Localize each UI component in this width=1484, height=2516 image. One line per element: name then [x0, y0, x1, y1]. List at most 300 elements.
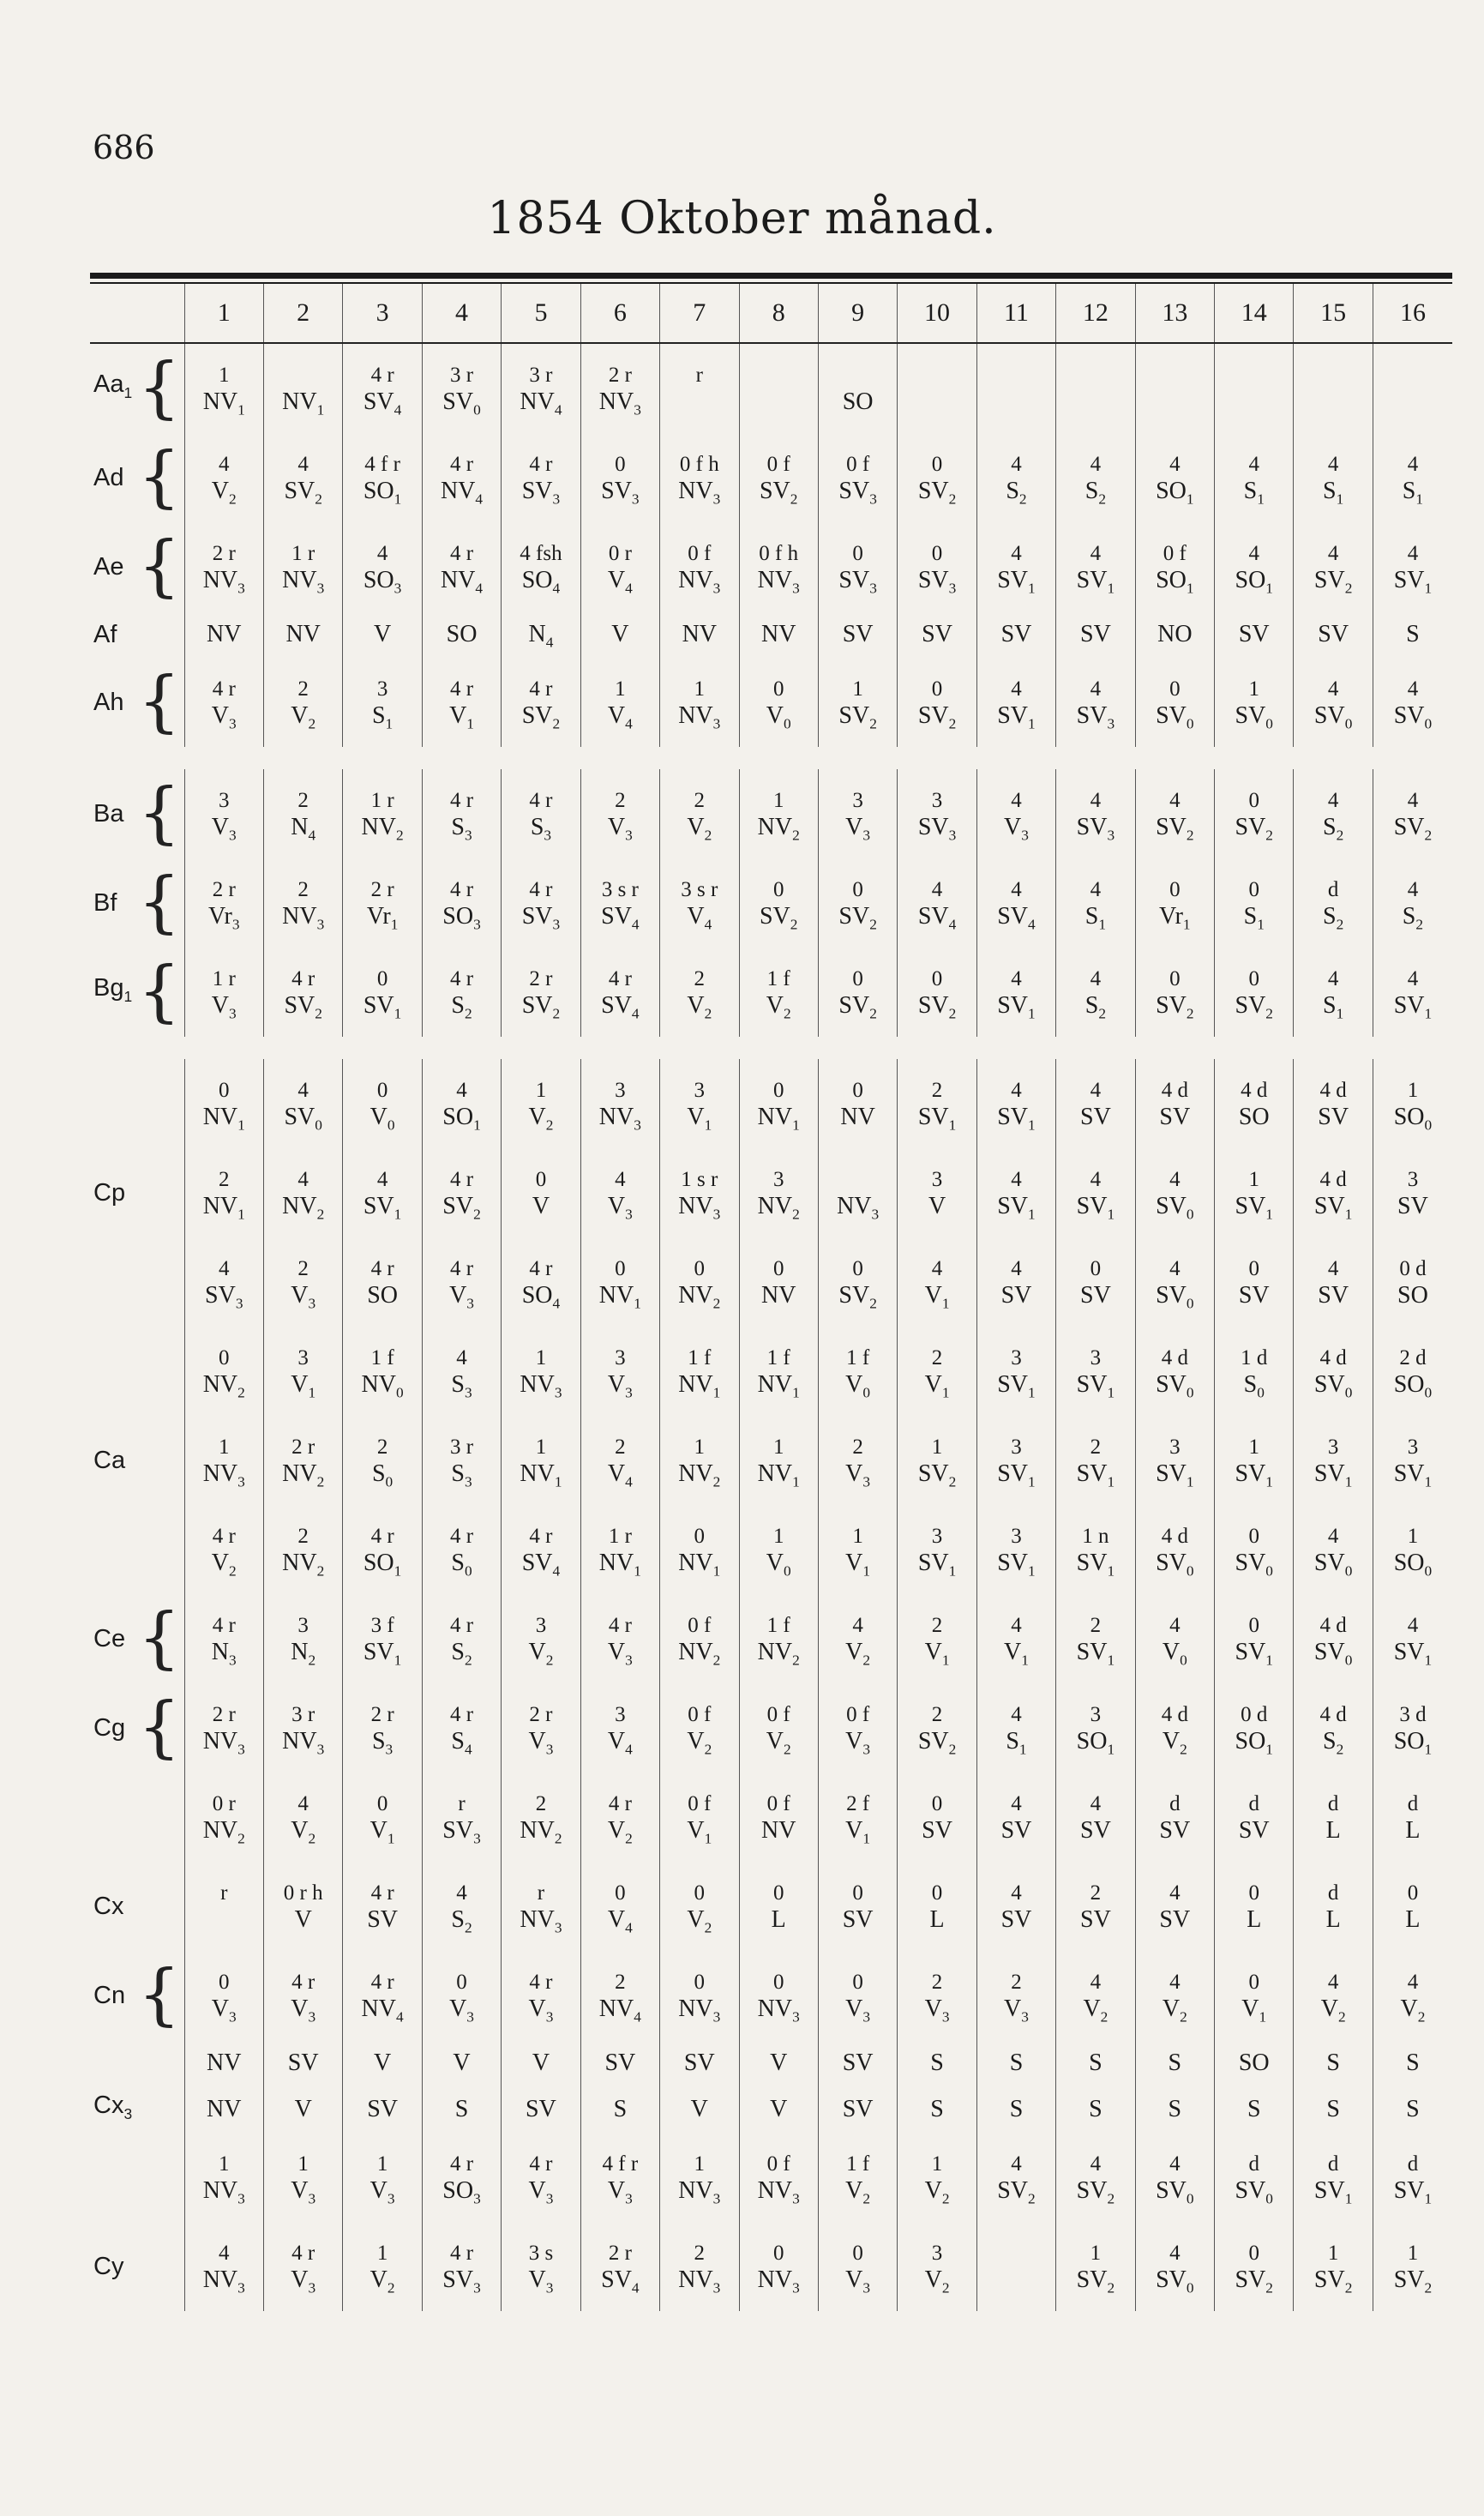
obs-cell: [818, 1951, 897, 2040]
wind-direction: $SV_4$: [601, 902, 640, 933]
day-header-3: 3: [343, 284, 422, 343]
cloud-cover: 4 r: [449, 677, 474, 701]
cloud-cover: 4: [1090, 966, 1102, 990]
station-row: [90, 1951, 1452, 2040]
cloud-cover: 4 r: [608, 1613, 632, 1637]
wind-direction: $NV_2$: [361, 813, 404, 844]
cloud-cover: 3 d: [1399, 1702, 1427, 1726]
obs-cell: [422, 858, 501, 948]
obs-cell: [1294, 2133, 1373, 2222]
cloud-cover: 4: [1169, 1613, 1181, 1637]
wind-direction: V: [532, 2050, 550, 2076]
obs-cell: [502, 1237, 580, 1327]
station-row: [90, 1773, 1452, 1862]
obs-cell: [502, 2040, 580, 2086]
obs-cell: [818, 2133, 897, 2222]
wind-direction: $S_2$: [1084, 991, 1107, 1022]
obs-cell: [422, 343, 501, 433]
cloud-cover: 4: [1090, 1791, 1102, 1815]
cloud-cover: 4: [1011, 452, 1022, 476]
observation-table-wrapper: [90, 273, 1452, 2311]
obs-cell: [1294, 1237, 1373, 1327]
wind-direction: $SV_0$: [1156, 1281, 1194, 1312]
cloud-cover: 1: [1407, 1078, 1419, 1102]
cloud-cover: 0 f: [766, 452, 790, 476]
wind-direction: SV: [842, 2050, 874, 2076]
wind-direction: $V_2$: [845, 2176, 871, 2207]
wind-direction: $SV_0$: [1156, 2266, 1194, 2296]
wind-direction: V: [373, 2050, 392, 2076]
wind-direction: $SV_0$: [1156, 1549, 1194, 1580]
wind-direction: $SV_1$: [363, 1638, 402, 1669]
wind-direction: $SV_1$: [917, 1103, 957, 1134]
obs-cell: [660, 1416, 739, 1505]
obs-cell: [1056, 2222, 1135, 2311]
wind-direction: V: [611, 621, 629, 647]
cloud-cover: 4: [1011, 966, 1022, 990]
cloud-cover: 2: [1090, 1881, 1102, 1905]
cloud-cover: 0: [931, 1881, 943, 1905]
obs-cell: [739, 1862, 818, 1951]
wind-direction: $SO_1$: [1235, 1727, 1273, 1758]
obs-cell: [660, 1773, 739, 1862]
cloud-cover: 1: [1407, 2241, 1419, 2265]
wind-direction: $SO_3$: [442, 2176, 481, 2207]
wind-direction: $SV_2$: [284, 991, 322, 1022]
wind-direction: $S_2$: [1323, 902, 1344, 933]
wind-direction: $SV_0$: [284, 1103, 322, 1134]
cloud-cover: 1: [376, 2152, 388, 2176]
station-label: [90, 343, 184, 433]
obs-cell: [343, 1594, 422, 1683]
obs-cell: [1373, 948, 1452, 1037]
day-header-2: 2: [263, 284, 342, 343]
wind-direction: $SV_1$: [1393, 1460, 1433, 1490]
cloud-cover: 4: [852, 1613, 863, 1637]
wind-direction: $SV_1$: [1235, 1192, 1273, 1223]
obs-cell: [502, 948, 580, 1037]
cloud-cover: 4 r: [529, 452, 553, 476]
cloud-cover: 0: [931, 1791, 943, 1815]
cloud-cover: 3: [297, 1613, 309, 1637]
obs-cell: [976, 1059, 1055, 1148]
cloud-cover: 0: [694, 1524, 706, 1548]
wind-direction: L: [1247, 1905, 1262, 1933]
obs-cell: [580, 1505, 659, 1594]
wind-direction: $NV_1$: [282, 388, 325, 418]
cloud-cover: 4 r: [449, 1524, 474, 1548]
cloud-cover: 4 d: [1161, 1702, 1188, 1726]
wind-direction: $NV_2$: [678, 1281, 721, 1312]
obs-cell: [1373, 2133, 1452, 2222]
cloud-cover: 2: [931, 1078, 943, 1102]
cloud-cover: 4 d: [1161, 1078, 1188, 1102]
wind-direction: $NV_3$: [678, 1995, 721, 2025]
station-code: Ad: [93, 463, 124, 491]
cloud-cover: [819, 1165, 897, 1192]
station-label: [90, 522, 184, 611]
wind-direction: $SV_1$: [1393, 1638, 1433, 1669]
obs-cell: [1056, 2086, 1135, 2133]
wind-direction: $SV_1$: [1076, 566, 1115, 597]
wind-direction: $V_3$: [291, 2266, 316, 2296]
obs-cell: [1215, 2086, 1294, 2133]
wind-direction: NV: [840, 1103, 875, 1130]
wind-direction: $SV_3$: [838, 566, 877, 597]
cloud-cover: 3: [615, 1078, 626, 1102]
obs-cell: [343, 1327, 422, 1416]
cloud-cover: 0 f: [688, 1702, 712, 1726]
obs-cell: [1373, 1862, 1452, 1951]
obs-cell: [343, 1416, 422, 1505]
obs-cell: [1056, 1683, 1135, 1773]
wind-direction: $NV_4$: [598, 1995, 641, 2025]
wind-direction: $SO_1$: [442, 1103, 481, 1134]
station-label: [90, 1327, 184, 1416]
wind-direction: SO: [367, 1281, 398, 1309]
wind-direction: $SV_2$: [997, 2176, 1036, 2207]
obs-cell: [818, 1773, 897, 1862]
wind-direction: $V_2$: [687, 1905, 712, 1936]
station-code: Ah: [93, 688, 124, 716]
obs-cell: [502, 522, 580, 611]
wind-direction: S: [1326, 2096, 1340, 2122]
obs-cell: [263, 2040, 342, 2086]
cloud-cover: 4: [1011, 1167, 1022, 1191]
wind-direction: $V_3$: [607, 1638, 633, 1669]
obs-cell: [502, 858, 580, 948]
obs-cell: [1056, 611, 1135, 658]
wind-direction: $V_4$: [607, 1905, 633, 1936]
cloud-cover: 4: [1248, 452, 1259, 476]
cloud-cover: 1: [1407, 1524, 1419, 1548]
wind-direction: SV: [1238, 1816, 1270, 1844]
wind-direction: SV: [526, 2096, 556, 2122]
wind-direction: $NV_3$: [678, 1192, 721, 1223]
obs-cell: [1294, 769, 1373, 858]
obs-cell: [898, 858, 976, 948]
station-code: Cx: [93, 2091, 124, 2119]
wind-direction: [740, 388, 818, 417]
cloud-cover: 2 r: [370, 877, 394, 901]
cloud-cover: 4: [297, 1167, 309, 1191]
obs-cell: [1135, 433, 1214, 522]
obs-cell: [1373, 1951, 1452, 2040]
obs-cell: [1135, 2133, 1214, 2222]
obs-cell: [976, 1862, 1055, 1951]
wind-direction: $V_3$: [845, 1460, 871, 1490]
wind-direction: $S_3$: [451, 1370, 472, 1401]
wind-direction: $NV_2$: [520, 1816, 562, 1847]
obs-cell: [1056, 1416, 1135, 1505]
wind-direction: $SV_2$: [442, 1192, 481, 1223]
wind-direction: $NV_4$: [520, 388, 562, 418]
station-code: Cn: [93, 1981, 126, 2009]
cloud-cover: 4: [1090, 2152, 1102, 2176]
brace-icon: {: [137, 527, 181, 605]
obs-cell: [580, 2222, 659, 2311]
cloud-cover: 1: [615, 677, 626, 701]
wind-direction: $SV_2$: [838, 701, 877, 732]
obs-cell: [422, 522, 501, 611]
wind-direction: $V_2$: [528, 1103, 554, 1134]
obs-cell: [580, 611, 659, 658]
obs-cell: [184, 1505, 263, 1594]
wind-direction: $V_2$: [369, 2266, 395, 2296]
station-code: Af: [93, 620, 117, 648]
cloud-cover: 0: [615, 1881, 626, 1905]
obs-cell: [898, 658, 976, 747]
obs-cell: [818, 1505, 897, 1594]
station-row: [90, 858, 1452, 948]
wind-direction: $V_1$: [924, 1370, 950, 1401]
cloud-cover: 3: [931, 2241, 943, 2265]
obs-cell: [1135, 1773, 1214, 1862]
wind-direction: $V_1$: [1004, 1638, 1029, 1669]
day-header-5: 5: [502, 284, 580, 343]
obs-cell: [1056, 858, 1135, 948]
station-row: [90, 433, 1452, 522]
wind-direction: $V_2$: [845, 1638, 871, 1669]
obs-cell: [1056, 1059, 1135, 1148]
wind-direction: $NV_3$: [837, 1192, 880, 1223]
cloud-cover: 2: [931, 1702, 943, 1726]
obs-cell: [1294, 1594, 1373, 1683]
cloud-cover: 2: [297, 877, 309, 901]
obs-cell: [580, 1237, 659, 1327]
obs-cell: [1056, 1505, 1135, 1594]
wind-direction: $SV_2$: [1076, 2176, 1115, 2207]
wind-direction: $S_3$: [451, 1460, 472, 1490]
cloud-cover: 0 r h: [283, 1881, 323, 1905]
obs-cell: [502, 1416, 580, 1505]
cloud-cover: 2: [694, 966, 706, 990]
cloud-cover: 4: [1327, 1256, 1339, 1280]
cloud-cover: 4: [1327, 788, 1339, 812]
cloud-cover: 2: [1090, 1613, 1102, 1637]
wind-direction: $SV_1$: [997, 1370, 1036, 1401]
cloud-cover: 4: [1011, 1613, 1022, 1637]
station-row: [90, 611, 1452, 658]
obs-cell: [739, 1594, 818, 1683]
cloud-cover: 4: [931, 1256, 943, 1280]
wind-direction: $S_1$: [1084, 902, 1107, 933]
obs-cell: [1135, 1416, 1214, 1505]
wind-direction: $SV_1$: [997, 991, 1036, 1022]
wind-direction: L: [929, 1905, 945, 1933]
wind-direction: $NV_1$: [598, 1549, 641, 1580]
wind-direction: $NV_3$: [757, 566, 800, 597]
cloud-cover: 1 f: [370, 1345, 394, 1369]
cloud-cover: 1: [535, 1435, 547, 1459]
cloud-cover: [977, 361, 1055, 388]
obs-cell: [898, 1594, 976, 1683]
wind-direction: [660, 388, 738, 417]
obs-cell: [502, 2086, 580, 2133]
wind-direction: NV: [207, 2050, 242, 2076]
obs-cell: [1135, 658, 1214, 747]
obs-cell: [976, 1951, 1055, 2040]
obs-cell: [184, 611, 263, 658]
cloud-cover: r: [458, 1791, 466, 1815]
obs-cell: [422, 1594, 501, 1683]
cloud-cover: 4: [1090, 541, 1102, 565]
wind-direction: V: [770, 2096, 788, 2122]
cloud-cover: r: [220, 1881, 228, 1905]
wind-direction: $SV_3$: [442, 2266, 481, 2296]
cloud-cover: 4: [1327, 541, 1339, 565]
obs-cell: [343, 1951, 422, 2040]
cloud-cover: 4: [1011, 1702, 1022, 1726]
cloud-cover: [1136, 361, 1214, 388]
obs-cell: [1294, 1951, 1373, 2040]
obs-cell: [184, 1327, 263, 1416]
obs-cell: [660, 433, 739, 522]
wind-direction: SV: [1000, 1281, 1032, 1309]
station-label: [90, 433, 184, 522]
wind-direction: $SV_1$: [1313, 1460, 1353, 1490]
wind-direction: $V_3$: [449, 1281, 474, 1312]
obs-cell: [580, 1773, 659, 1862]
obs-cell: [184, 2040, 263, 2086]
cloud-cover: 4 r: [608, 1791, 632, 1815]
obs-cell: [1135, 1505, 1214, 1594]
obs-cell: [263, 433, 342, 522]
obs-cell: [422, 948, 501, 1037]
obs-cell: [422, 658, 501, 747]
obs-cell: [422, 611, 501, 658]
wind-direction: $SV_2$: [838, 1281, 877, 1312]
cloud-cover: 0: [1248, 1256, 1259, 1280]
wind-direction: SV: [922, 621, 952, 647]
wind-direction: $S_2$: [1084, 477, 1107, 508]
cloud-cover: 0: [1248, 877, 1259, 901]
cloud-cover: 0 f: [766, 1791, 790, 1815]
cloud-cover: 4 r: [370, 1970, 394, 1994]
cloud-cover: 4: [1011, 1791, 1022, 1815]
cloud-cover: 4: [1090, 1970, 1102, 1994]
wind-direction: $SV_2$: [1156, 991, 1194, 1022]
wind-direction: $SO_0$: [1393, 1370, 1433, 1401]
obs-cell: [263, 1594, 342, 1683]
wind-direction: $SV_0$: [1235, 2176, 1273, 2207]
cloud-cover: 4: [456, 1078, 467, 1102]
obs-cell: [1294, 611, 1373, 658]
obs-cell: [898, 611, 976, 658]
obs-cell: [422, 1683, 501, 1773]
cloud-cover: 3: [852, 788, 863, 812]
day-header-8: 8: [739, 284, 818, 343]
cloud-cover: d: [1327, 877, 1339, 901]
cloud-cover: 3 f: [370, 1613, 394, 1637]
cloud-cover: 3: [1407, 1435, 1419, 1459]
cloud-cover: 0: [1248, 1613, 1259, 1637]
obs-cell: [1215, 1059, 1294, 1148]
wind-direction: $V_3$: [449, 1995, 474, 2025]
wind-direction: $S_1$: [1402, 477, 1424, 508]
wind-direction: $V_1$: [369, 1816, 395, 1847]
cloud-cover: 4 r: [212, 1524, 236, 1548]
cloud-cover: 4: [297, 452, 309, 476]
wind-direction: L: [1405, 1816, 1421, 1844]
cloud-cover: 0: [852, 541, 863, 565]
wind-direction: $NV_3$: [520, 1905, 562, 1936]
obs-cell: [580, 343, 659, 433]
station-label: [90, 1148, 184, 1237]
wind-direction: V: [294, 2096, 312, 2122]
wind-direction: S: [454, 2096, 469, 2122]
obs-cell: [184, 1594, 263, 1683]
wind-direction: NV: [760, 621, 796, 647]
obs-cell: [580, 2133, 659, 2222]
obs-cell: [818, 343, 897, 433]
day-header-12: 12: [1056, 284, 1135, 343]
obs-cell: [739, 658, 818, 747]
obs-cell: [1215, 769, 1294, 858]
obs-cell: [1373, 343, 1452, 433]
obs-cell: [422, 769, 501, 858]
obs-cell: [1056, 522, 1135, 611]
obs-cell: [502, 1148, 580, 1237]
obs-cell: [1373, 2040, 1452, 2086]
wind-direction: $V_2$: [211, 1549, 237, 1580]
cloud-cover: 2: [694, 2241, 706, 2265]
wind-direction: S: [1089, 2050, 1102, 2076]
wind-direction: $SV_0$: [1313, 701, 1353, 732]
wind-direction: $NV_1$: [678, 1549, 721, 1580]
cloud-cover: 2 r: [608, 363, 632, 387]
wind-direction: $SV_0$: [1313, 1370, 1353, 1401]
cloud-cover: 2: [297, 677, 309, 701]
obs-cell: [422, 1148, 501, 1237]
wind-direction: $V_2$: [1320, 1995, 1346, 2025]
obs-cell: [422, 1059, 501, 1148]
cloud-cover: 1 r: [608, 1524, 632, 1548]
obs-cell: [660, 2133, 739, 2222]
obs-cell: [343, 2133, 422, 2222]
cloud-cover: r: [695, 363, 703, 387]
obs-cell: [422, 1237, 501, 1327]
station-code: Cg: [93, 1713, 126, 1742]
cloud-cover: 4 r: [449, 2152, 474, 2176]
cloud-cover: 1: [535, 1345, 547, 1369]
obs-cell: [898, 769, 976, 858]
obs-cell: [1215, 2133, 1294, 2222]
wind-direction: $NV_1$: [757, 1460, 800, 1490]
cloud-cover: 0: [615, 452, 626, 476]
obs-cell: [1135, 1059, 1214, 1148]
wind-direction: $SV_2$: [284, 477, 322, 508]
obs-cell: [739, 1505, 818, 1594]
wind-direction: $NV_2$: [282, 1192, 325, 1223]
cloud-cover: d: [1248, 1791, 1259, 1815]
obs-cell: [976, 1237, 1055, 1327]
table-body: [90, 343, 1452, 2311]
wind-direction: SV: [1159, 1905, 1191, 1933]
brace-icon: {: [137, 349, 181, 427]
obs-cell: [1373, 522, 1452, 611]
wind-direction: $SV_3$: [601, 477, 640, 508]
cloud-cover: 4 r: [212, 1613, 236, 1637]
cloud-cover: [740, 361, 818, 388]
wind-direction: $NV_1$: [598, 1281, 641, 1312]
cloud-cover: 2 r: [529, 966, 553, 990]
obs-cell: [263, 1237, 342, 1327]
obs-cell: [976, 1327, 1055, 1416]
day-header-15: 15: [1294, 284, 1373, 343]
obs-cell: [1135, 2086, 1214, 2133]
station-code: Cp: [93, 1178, 126, 1207]
